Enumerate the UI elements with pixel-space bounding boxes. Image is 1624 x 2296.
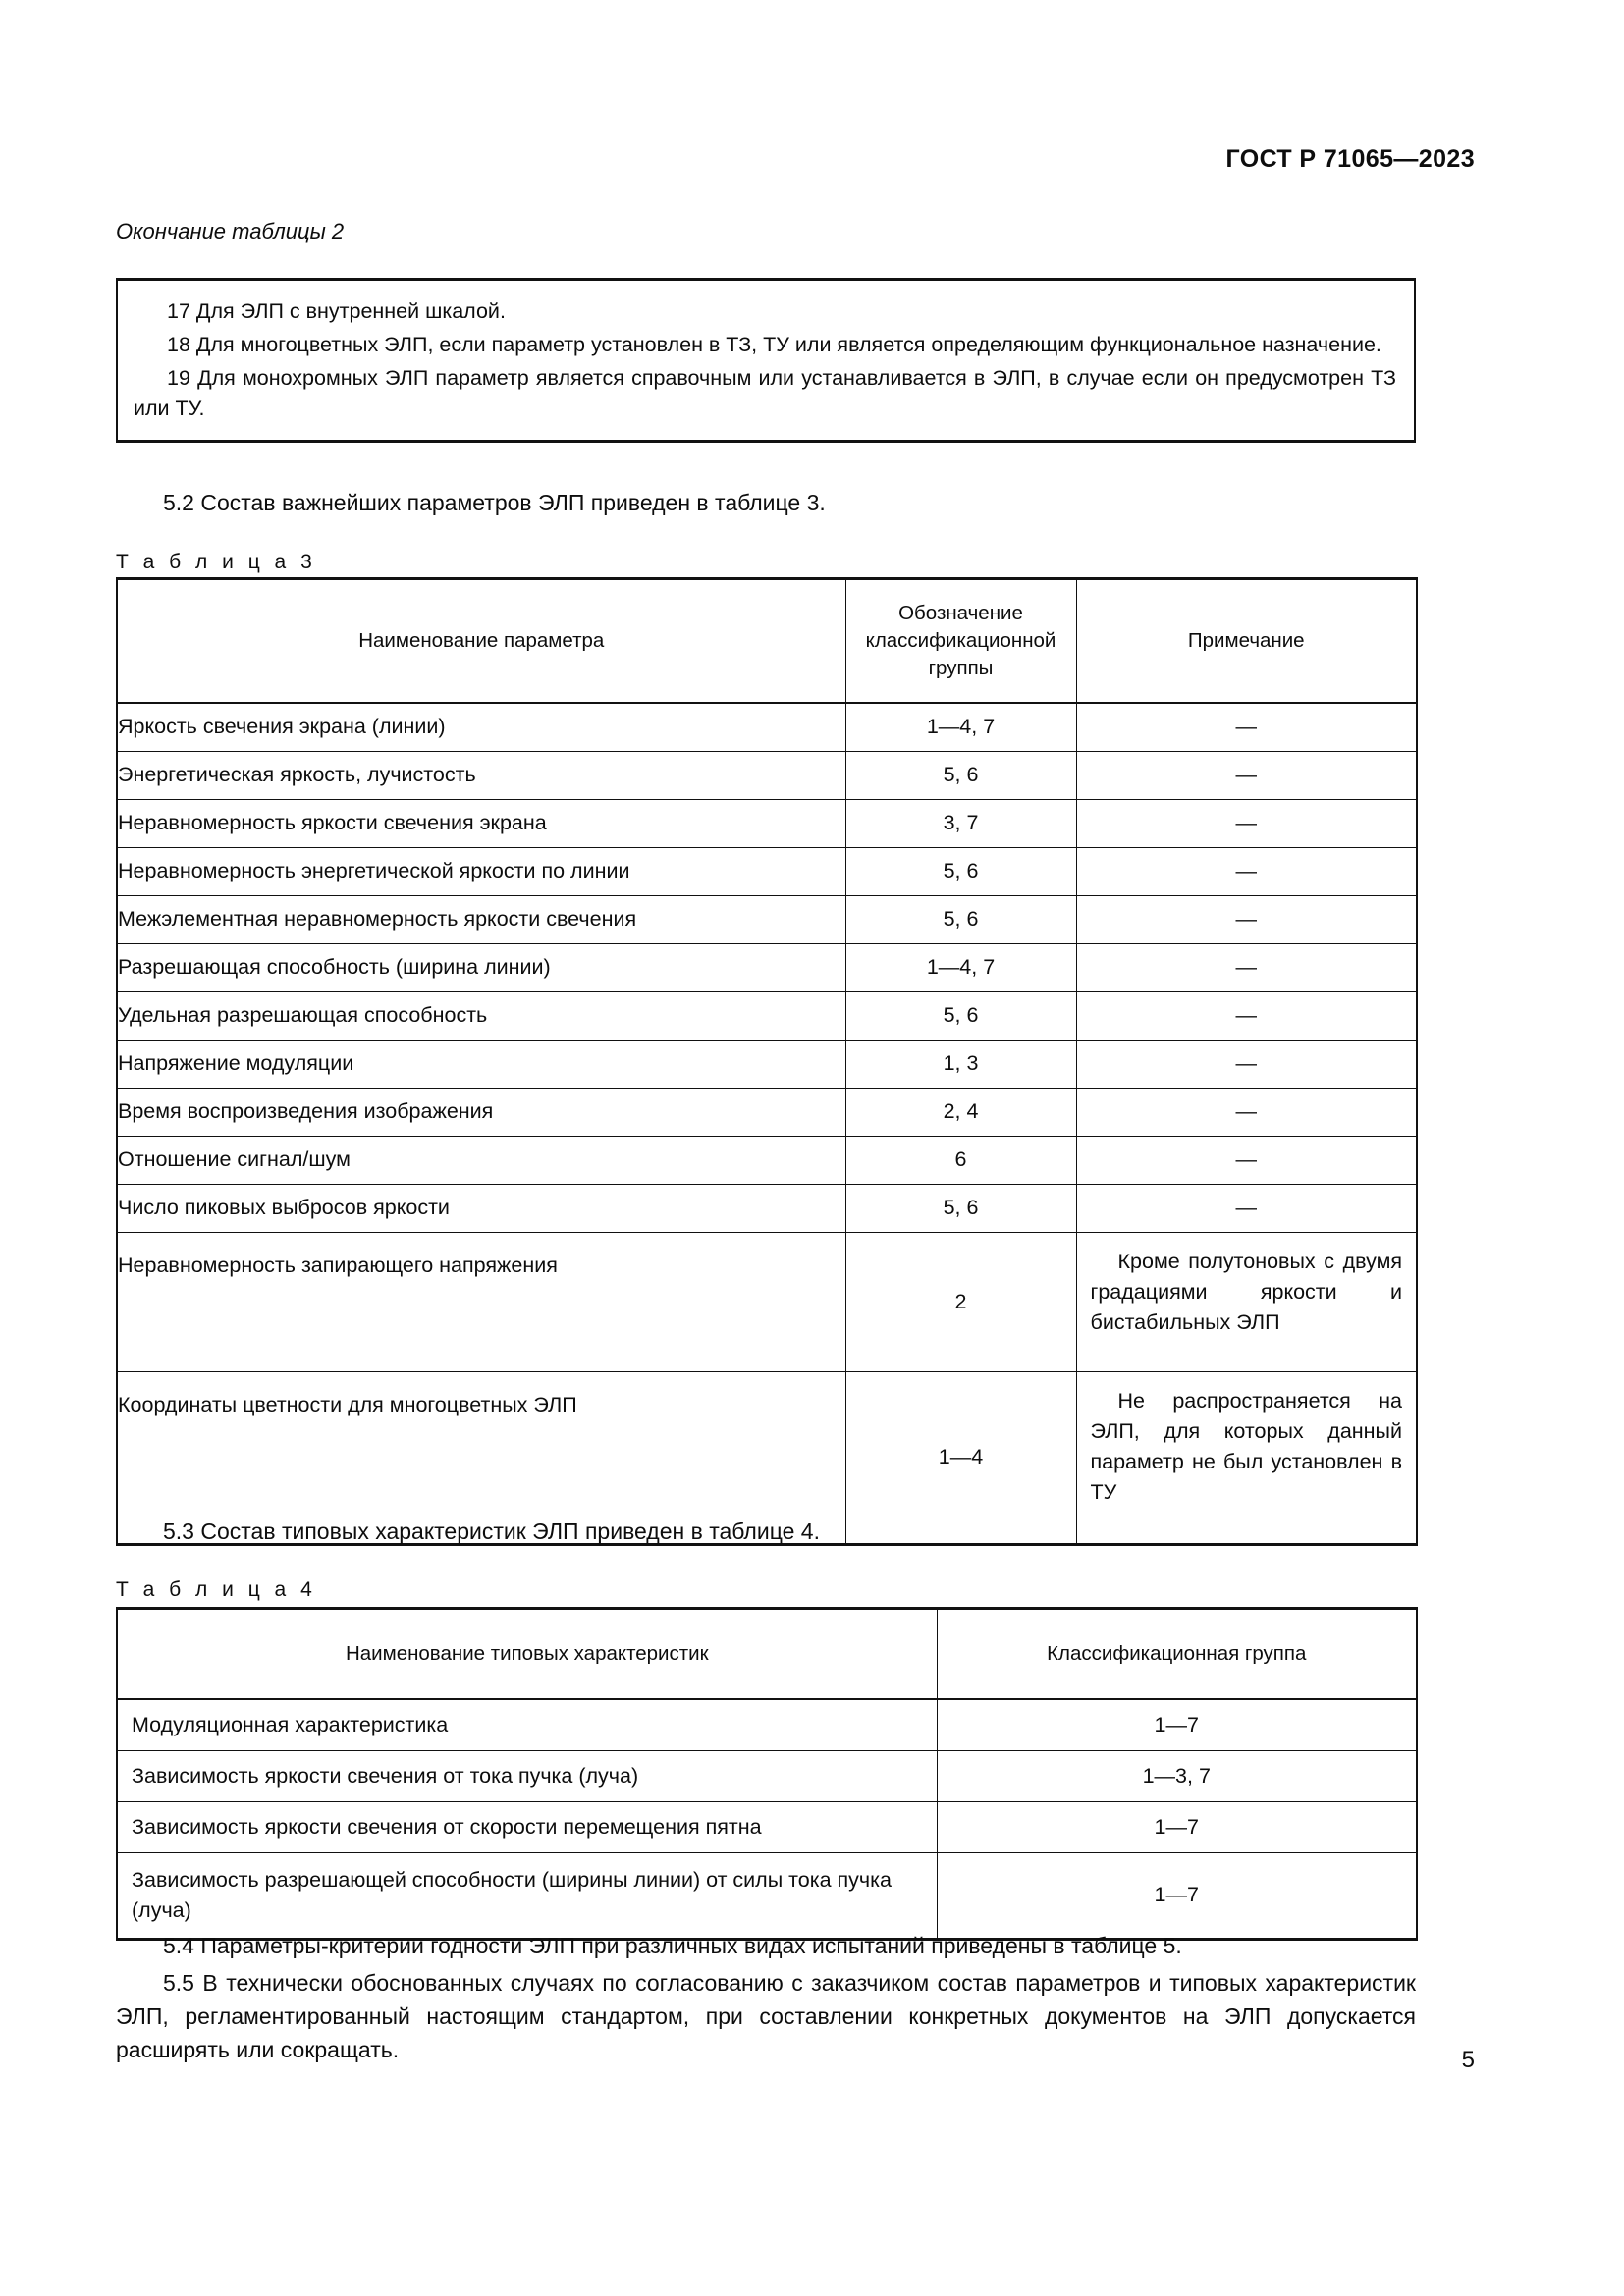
- table-row: [117, 751, 1417, 799]
- table3-col-class-group-line2: классификационной: [865, 629, 1056, 652]
- cell-class-group: 1—7: [937, 1801, 1417, 1852]
- cell-note: —: [1076, 703, 1417, 751]
- cell-parameter-name: Удельная разрешающая способность: [117, 991, 845, 1040]
- cell-parameter-name: Межэлементная неравномерность яркости свечения: [117, 895, 845, 943]
- table-row: [117, 895, 1417, 943]
- cell-characteristic-name: Модуляционная характеристика: [117, 1699, 937, 1750]
- cell-parameter-name: Разрешающая способность (ширина линии): [117, 943, 845, 991]
- cell-parameter-name: Неравномерность запирающего напряжения: [117, 1232, 845, 1371]
- cell-class-group: 1—4: [845, 1371, 1076, 1544]
- cell-note: —: [1076, 943, 1417, 991]
- cell-class-group: 5, 6: [845, 895, 1076, 943]
- table3-col-note: Примечание: [1076, 579, 1417, 704]
- cell-note: —: [1076, 847, 1417, 895]
- cell-class-group: 2: [845, 1232, 1076, 1371]
- table-row: [117, 1184, 1417, 1232]
- table4-caption: Т а б л и ц а 4: [116, 1578, 317, 1601]
- table-row: [117, 1232, 1417, 1371]
- cell-characteristic-name: Зависимость разрешающей способности (ширины линии) от силы тока пучка (луча): [117, 1852, 937, 1939]
- cell-class-group: 5, 6: [845, 751, 1076, 799]
- cell-class-group: 1—7: [937, 1699, 1417, 1750]
- cell-note: —: [1076, 991, 1417, 1040]
- clause-5-2: 5.2 Состав важнейших параметров ЭЛП приведен в таблице 3.: [163, 490, 826, 515]
- cell-parameter-name: Энергетическая яркость, лучистость: [117, 751, 845, 799]
- table2-note-19: 19 Для монохромных ЭЛП параметр является справочным или устанавливается в ЭЛП, в случае если он предусмотрен ТЗ или ТУ.: [134, 366, 1396, 420]
- clause-5-3: 5.3 Состав типовых характеристик ЭЛП приведен в таблице 4.: [163, 1519, 820, 1544]
- cell-parameter-name: Отношение сигнал/шум: [117, 1136, 845, 1184]
- cell-parameter-name: Число пиковых выбросов яркости: [117, 1184, 845, 1232]
- table-row: [117, 703, 1417, 751]
- cell-class-group: 2, 4: [845, 1088, 1076, 1136]
- cell-class-group: 1, 3: [845, 1040, 1076, 1088]
- cell-note: Не распространяется на ЭЛП, для которых данный параметр не был установлен в ТУ: [1076, 1371, 1417, 1544]
- cell-characteristic-name: Зависимость яркости свечения от тока пучка (луча): [117, 1750, 937, 1801]
- table-row: [117, 1801, 1417, 1852]
- table3-header-row: [117, 579, 1417, 704]
- table-4: [116, 1607, 1418, 1941]
- table-3: [116, 577, 1418, 1546]
- cell-note: —: [1076, 1136, 1417, 1184]
- table-row: [117, 1136, 1417, 1184]
- table3-caption: Т а б л и ц а 3: [116, 551, 317, 573]
- cell-note: —: [1076, 799, 1417, 847]
- cell-class-group: 5, 6: [845, 991, 1076, 1040]
- cell-class-group: 1—7: [937, 1852, 1417, 1939]
- cell-note: Кроме полутоновых с двумя градациями яркости и бистабильных ЭЛП: [1076, 1232, 1417, 1371]
- cell-parameter-name: Координаты цветности для многоцветных ЭЛП: [117, 1371, 845, 1544]
- table-row: [117, 1750, 1417, 1801]
- cell-note: —: [1076, 1040, 1417, 1088]
- cell-parameter-name: Неравномерность энергетической яркости по линии: [117, 847, 845, 895]
- clause-5-5: 5.5 В технически обоснованных случаях по согласованию с заказчиком состав параметров и типовых характеристик ЭЛП, регламентированный настоящим стандартом, при составлении конкретных документов на ЭЛП допускается расширять или сокращать.: [116, 1970, 1416, 2062]
- table-row: [117, 1088, 1417, 1136]
- cell-note: —: [1076, 895, 1417, 943]
- table-row: [117, 1852, 1417, 1939]
- table-row: [117, 991, 1417, 1040]
- table4-col-characteristic-name: Наименование типовых характеристик: [117, 1609, 937, 1700]
- cell-class-group: 1—4, 7: [845, 943, 1076, 991]
- cell-parameter-name: Яркость свечения экрана (линии): [117, 703, 845, 751]
- table-row: [117, 847, 1417, 895]
- cell-parameter-name: Напряжение модуляции: [117, 1040, 845, 1088]
- table4-col-class-group: Классификационная группа: [937, 1609, 1417, 1700]
- table2-note-17: 17 Для ЭЛП с внутренней шкалой.: [167, 299, 506, 323]
- table-row: [117, 943, 1417, 991]
- cell-class-group: 1—4, 7: [845, 703, 1076, 751]
- table3-col-class-group: [845, 579, 1076, 704]
- cell-parameter-name: Время воспроизведения изображения: [117, 1088, 845, 1136]
- table3-col-class-group-line3: группы: [928, 657, 994, 679]
- table-row: [117, 1040, 1417, 1088]
- standard-designation: ГОСТ Р 71065—2023: [1225, 145, 1475, 173]
- cell-note: —: [1076, 1184, 1417, 1232]
- table2-note-18: 18 Для многоцветных ЭЛП, если параметр установлен в ТЗ, ТУ или является определяющим функциональное назначение.: [167, 333, 1381, 356]
- table2-notes-box: [116, 278, 1416, 443]
- table2-continuation-label: Окончание таблицы 2: [116, 219, 345, 243]
- page-number: 5: [1461, 2047, 1475, 2073]
- table4-header-row: [117, 1609, 1417, 1700]
- cell-class-group: 5, 6: [845, 1184, 1076, 1232]
- table3-col-class-group-line1: Обозначение: [898, 602, 1023, 624]
- cell-characteristic-name: Зависимость яркости свечения от скорости перемещения пятна: [117, 1801, 937, 1852]
- cell-class-group: 6: [845, 1136, 1076, 1184]
- cell-note: —: [1076, 1088, 1417, 1136]
- cell-class-group: 3, 7: [845, 799, 1076, 847]
- cell-class-group: 5, 6: [845, 847, 1076, 895]
- cell-note: —: [1076, 751, 1417, 799]
- cell-parameter-name: Неравномерность яркости свечения экрана: [117, 799, 845, 847]
- table-row: [117, 799, 1417, 847]
- cell-class-group: 1—3, 7: [937, 1750, 1417, 1801]
- table3-col-parameter-name: Наименование параметра: [117, 579, 845, 704]
- table-row: [117, 1699, 1417, 1750]
- clause-5-4: 5.4 Параметры-критерии годности ЭЛП при различных видах испытаний приведены в таблице 5.: [163, 1933, 1182, 1958]
